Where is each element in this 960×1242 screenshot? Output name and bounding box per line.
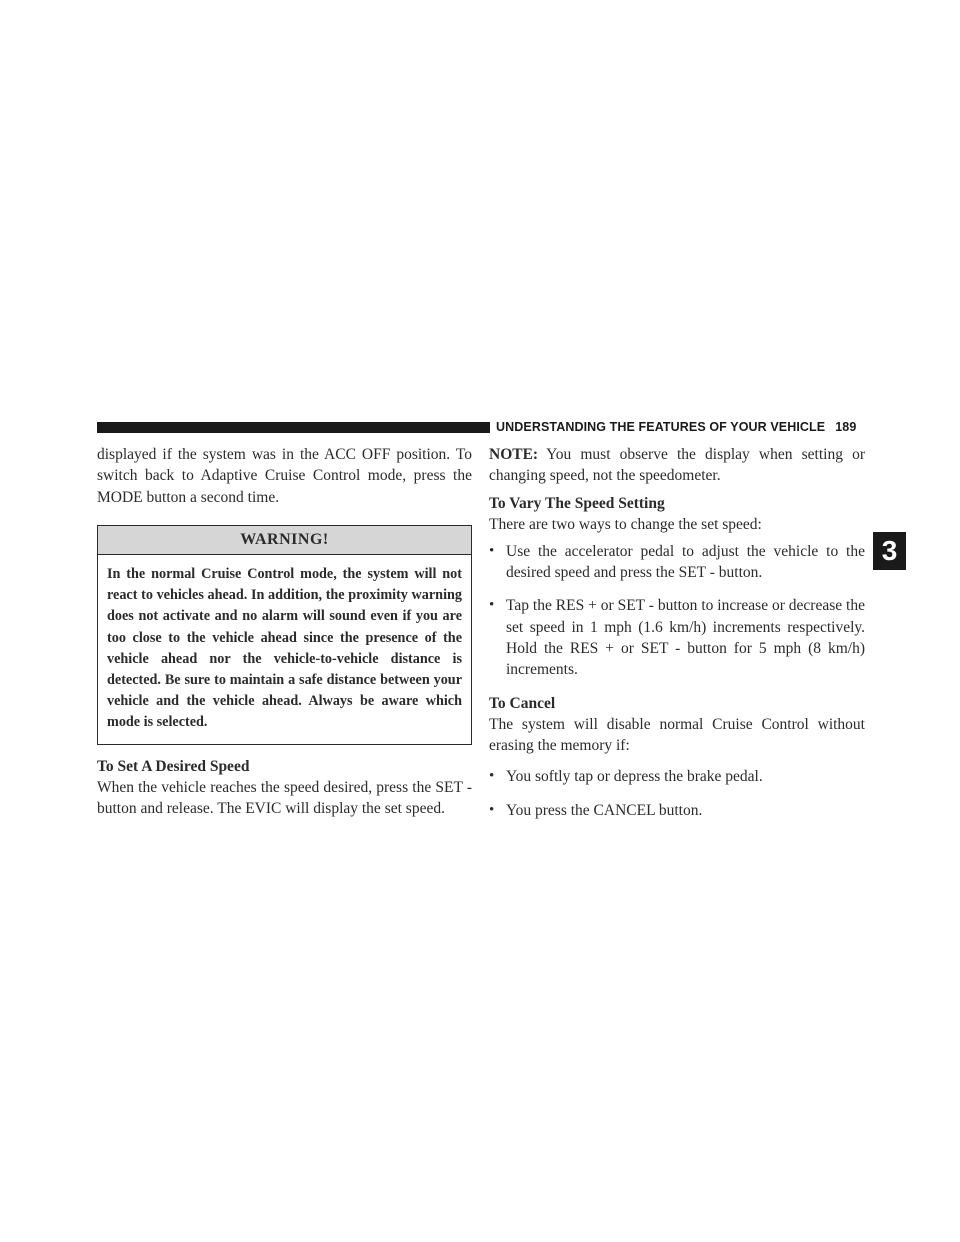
warning-text: In the normal Cruise Control mode, the system will not react to vehicles ahead. In addition, the proximity warning does not activate and no alarm will sound even if you are too close to the vehicle ahead since the presence of the vehicle ahead nor the vehicle-to-vehicle distance is detected. Be sure to maintain a safe distance between your vehicle and the vehicle ahead. Always be aware which mode is selected. xyxy=(107,565,462,731)
cancel-list xyxy=(489,766,865,821)
running-header xyxy=(496,418,866,436)
chapter-tab: 3 xyxy=(873,532,906,570)
vary-speed-intro: There are two ways to change the set speed: xyxy=(489,515,762,533)
cancel-heading: To Cancel xyxy=(489,694,556,712)
cancel-intro: The system will disable normal Cruise Control without erasing the memory if: xyxy=(489,715,865,754)
vary-speed-heading: To Vary The Speed Setting xyxy=(489,494,665,512)
set-speed-paragraph: When the vehicle reaches the speed desired, press the SET - button and release. The EVIC will display the set speed. xyxy=(97,778,472,817)
list-item: • Tap the RES + or SET - button to increase or decrease the set speed in 1 mph (1.6 km/h) increments respectively. Hold the RES + or SET - button for 5 mph (8 km/h) increments. xyxy=(489,597,865,679)
right-column xyxy=(489,444,865,821)
page-number: 189 xyxy=(835,420,857,434)
bullet-icon: • xyxy=(489,542,495,559)
note-paragraph xyxy=(489,444,865,487)
list-item: • You softly tap or depress the brake pedal. xyxy=(489,766,865,787)
list-item: • Use the accelerator pedal to adjust the vehicle to the desired speed and press the SET - button. xyxy=(489,542,865,582)
intro-paragraph: displayed if the system was in the ACC OFF position. To switch back to Adaptive Cruise Control mode, press the MODE button a second time. xyxy=(97,446,472,506)
bullet-icon: • xyxy=(489,801,495,818)
left-column xyxy=(97,444,472,819)
set-speed-heading: To Set A Desired Speed xyxy=(97,757,250,775)
section-title: UNDERSTANDING THE FEATURES OF YOUR VEHICLE xyxy=(496,420,826,434)
note-text: You must observe the display when setting or changing speed, not the speedometer. xyxy=(489,446,865,485)
vary-speed-list xyxy=(489,541,865,681)
bullet-icon: • xyxy=(489,597,495,614)
warning-box xyxy=(97,525,472,745)
bullet-icon: • xyxy=(489,768,495,785)
list-item: • You press the CANCEL button. xyxy=(489,800,865,821)
note-label: NOTE: xyxy=(489,446,539,463)
header-rule xyxy=(97,422,490,433)
warning-title: WARNING! xyxy=(98,526,471,555)
